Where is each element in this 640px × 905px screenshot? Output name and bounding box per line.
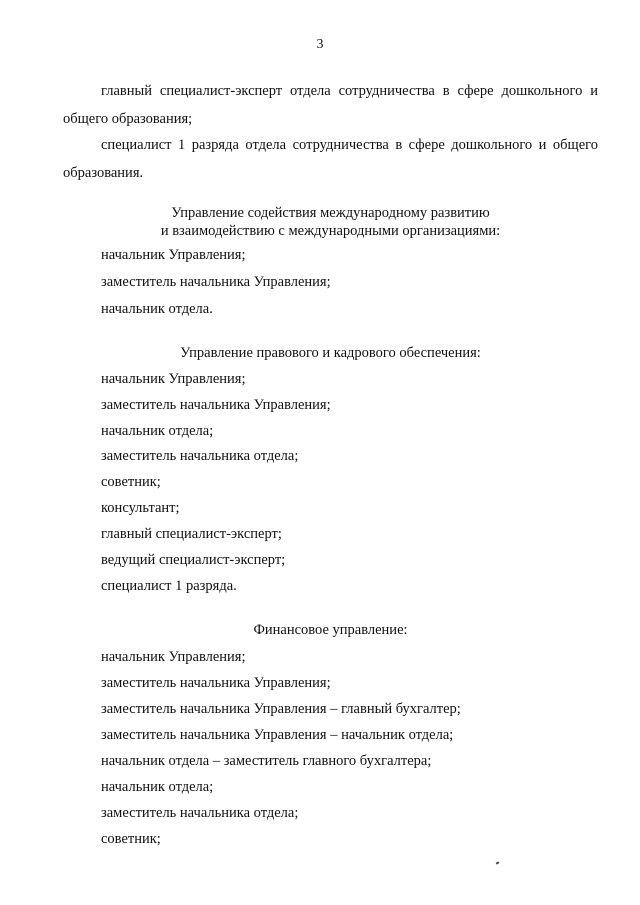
list-item: начальник Управления;	[101, 649, 246, 665]
list-item: заместитель начальника отдела;	[101, 805, 299, 821]
list-item: начальник Управления;	[101, 247, 246, 263]
section-heading-legal-personnel	[63, 344, 598, 362]
paragraph-2: специалист 1 разряда отдела сотрудничества в сфере дошкольного и общего образования.	[63, 137, 598, 181]
list-item: заместитель начальника Управления;	[101, 274, 331, 290]
list-item: начальник Управления;	[101, 371, 246, 387]
list-item: начальник отдела;	[101, 779, 214, 795]
page-number: 3	[316, 37, 324, 52]
list-item: советник;	[101, 474, 161, 490]
list-item: советник;	[101, 831, 161, 847]
section-heading-international	[63, 204, 598, 240]
section-heading-finance	[63, 621, 598, 639]
list-item: начальник отдела.	[101, 301, 213, 317]
section-heading-line: и взаимодействию с международными организациями:	[160, 223, 501, 239]
list-item: ведущий специалист-эксперт;	[101, 552, 286, 568]
list-item: начальник отдела – заместитель главного бухгалтера;	[101, 753, 432, 769]
list-item: специалист 1 разряда.	[101, 578, 237, 594]
section-heading-line: Управление содействия международному развитию	[171, 205, 490, 221]
list-item: начальник отдела;	[101, 423, 214, 439]
scan-speck	[496, 861, 500, 864]
list-item: заместитель начальника Управления;	[101, 397, 331, 413]
list-item: главный специалист-эксперт;	[101, 526, 282, 542]
list-item: заместитель начальника отдела;	[101, 448, 299, 464]
list-item: консультант;	[101, 500, 180, 516]
paragraph-1: главный специалист-эксперт отдела сотрудничества в сфере дошкольного и общего образования;	[63, 83, 598, 127]
list-item: заместитель начальника Управления;	[101, 675, 331, 691]
section-heading-line: Управление правового и кадрового обеспечения:	[180, 345, 481, 361]
list-item: заместитель начальника Управления – начальник отдела;	[101, 727, 454, 743]
list-item: заместитель начальника Управления – главный бухгалтер;	[101, 701, 461, 717]
section-heading-line: Финансовое управление:	[253, 622, 408, 638]
